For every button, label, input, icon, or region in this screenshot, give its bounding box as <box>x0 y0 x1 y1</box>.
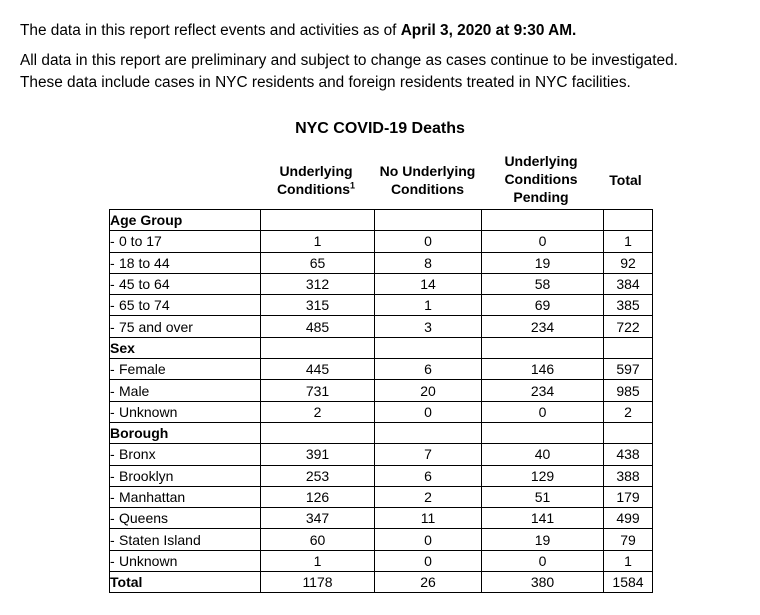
row-dash: - <box>110 297 115 314</box>
value-cell: 11 <box>375 508 482 529</box>
value-cell: 65 <box>261 252 375 273</box>
row-dash: - <box>110 510 115 527</box>
value-cell: 485 <box>261 316 375 337</box>
total-label: Total <box>110 572 261 593</box>
row-label <box>110 252 261 273</box>
table-row <box>110 444 653 465</box>
row-label <box>110 508 261 529</box>
row-label <box>110 401 261 422</box>
total-value-cell: 1178 <box>261 572 375 593</box>
row-label <box>110 550 261 571</box>
row-label-text: Staten Island <box>119 531 201 548</box>
value-cell: 722 <box>604 316 653 337</box>
table-title: NYC COVID-19 Deaths <box>295 120 465 137</box>
value-cell: 0 <box>375 550 482 571</box>
total-row <box>110 572 653 593</box>
table-row <box>110 401 653 422</box>
row-label-text: Queens <box>119 510 169 527</box>
empty-cell <box>375 337 482 358</box>
row-dash: - <box>110 233 115 250</box>
group-header-row <box>110 210 653 231</box>
value-cell: 315 <box>261 295 375 316</box>
row-label <box>110 465 261 486</box>
table-row <box>110 231 653 252</box>
header-underlying-conditions <box>259 162 373 198</box>
value-cell: 92 <box>604 252 653 273</box>
row-dash: - <box>110 276 115 293</box>
preliminary-notice: All data in this report are preliminary and subject to change as cases continue to be investigated. <box>20 52 678 69</box>
value-cell: 126 <box>261 486 375 507</box>
empty-cell <box>261 422 375 443</box>
value-cell: 129 <box>482 465 604 486</box>
value-cell: 2 <box>375 486 482 507</box>
row-dash: - <box>110 489 115 505</box>
empty-cell <box>482 422 604 443</box>
group-label: Age Group <box>110 210 261 231</box>
value-cell: 391 <box>261 444 375 465</box>
header-total: Total <box>609 172 642 188</box>
value-cell: 60 <box>261 529 375 550</box>
value-cell: 234 <box>482 316 604 337</box>
value-cell: 312 <box>261 273 375 294</box>
value-cell: 253 <box>261 465 375 486</box>
value-cell: 1 <box>375 295 482 316</box>
value-cell: 141 <box>482 508 604 529</box>
value-cell: 6 <box>375 465 482 486</box>
value-cell: 0 <box>482 401 604 422</box>
row-label <box>110 316 261 337</box>
value-cell: 40 <box>482 444 604 465</box>
footnote-marker: 1 <box>350 180 356 191</box>
value-cell: 79 <box>604 529 653 550</box>
value-cell: 1 <box>261 550 375 571</box>
table-row <box>110 486 653 507</box>
value-cell: 19 <box>482 252 604 273</box>
row-dash: - <box>110 403 115 420</box>
value-cell: 20 <box>375 380 482 401</box>
value-cell: 0 <box>482 550 604 571</box>
row-label-text: Female <box>119 361 166 378</box>
empty-cell <box>261 210 375 231</box>
value-cell: 731 <box>261 380 375 401</box>
row-dash: - <box>110 552 115 569</box>
empty-cell <box>375 422 482 443</box>
value-cell: 385 <box>604 295 653 316</box>
row-label-text: 45 to 64 <box>119 276 170 293</box>
row-label <box>110 486 261 507</box>
value-cell: 6 <box>375 359 482 380</box>
table-row <box>110 295 653 316</box>
group-header-row <box>110 422 653 443</box>
value-cell: 499 <box>604 508 653 529</box>
value-cell: 8 <box>375 252 482 273</box>
table-row <box>110 550 653 571</box>
value-cell: 51 <box>482 486 604 507</box>
value-cell: 1 <box>261 231 375 252</box>
row-dash: - <box>110 318 115 335</box>
value-cell: 7 <box>375 444 482 465</box>
row-label-text: Brooklyn <box>119 467 174 484</box>
table-row <box>110 252 653 273</box>
value-cell: 384 <box>604 273 653 294</box>
group-header-row <box>110 337 653 358</box>
table-row <box>110 380 653 401</box>
row-label <box>110 295 261 316</box>
row-dash: - <box>110 254 115 271</box>
row-label-text: Manhattan <box>119 489 186 505</box>
report-date-prefix: The data in this report reflect events and activities as of <box>20 22 401 39</box>
value-cell: 14 <box>375 273 482 294</box>
value-cell: 3 <box>375 316 482 337</box>
table-row <box>110 273 653 294</box>
empty-cell <box>604 210 653 231</box>
row-label-text: 65 to 74 <box>119 297 170 314</box>
value-cell: 388 <box>604 465 653 486</box>
row-dash: - <box>110 382 115 399</box>
value-cell: 234 <box>482 380 604 401</box>
empty-cell <box>482 337 604 358</box>
row-dash: - <box>110 446 115 463</box>
value-cell: 0 <box>375 231 482 252</box>
row-label <box>110 380 261 401</box>
row-label <box>110 529 261 550</box>
report-date-line <box>20 21 576 41</box>
row-label <box>110 444 261 465</box>
value-cell: 58 <box>482 273 604 294</box>
row-label-text: Male <box>119 382 150 399</box>
report-date: April 3, 2020 at 9:30 AM. <box>400 22 577 39</box>
group-label: Borough <box>110 422 261 443</box>
deaths-table <box>109 209 653 593</box>
empty-cell <box>261 337 375 358</box>
value-cell: 985 <box>604 380 653 401</box>
table-row <box>110 529 653 550</box>
empty-cell <box>604 337 653 358</box>
total-value-cell: 1584 <box>604 572 653 593</box>
total-value-cell: 26 <box>375 572 482 593</box>
header-conditions-pending: Underlying Conditions Pending <box>504 153 578 205</box>
row-label <box>110 231 261 252</box>
total-value-cell: 380 <box>482 572 604 593</box>
row-dash: - <box>110 531 115 548</box>
value-cell: 179 <box>604 486 653 507</box>
table-row <box>110 359 653 380</box>
row-label-text: 0 to 17 <box>119 233 162 250</box>
row-label <box>110 273 261 294</box>
value-cell: 0 <box>482 231 604 252</box>
value-cell: 597 <box>604 359 653 380</box>
header-underlying-text: Underlying Conditions <box>276 163 353 197</box>
row-label-text: Bronx <box>119 446 156 463</box>
row-label-text: Unknown <box>119 403 178 420</box>
group-label: Sex <box>110 337 261 358</box>
row-label-text: Unknown <box>119 552 178 569</box>
value-cell: 2 <box>261 401 375 422</box>
value-cell: 0 <box>375 529 482 550</box>
empty-cell <box>375 210 482 231</box>
row-label <box>110 359 261 380</box>
value-cell: 0 <box>375 401 482 422</box>
value-cell: 2 <box>604 401 653 422</box>
value-cell: 1 <box>604 550 653 571</box>
value-cell: 347 <box>261 508 375 529</box>
header-no-underlying-conditions: No Underlying Conditions <box>379 163 476 197</box>
row-dash: - <box>110 467 115 484</box>
residency-notice: These data include cases in NYC residents and foreign residents treated in NYC facilities. <box>20 74 631 91</box>
table-row <box>110 316 653 337</box>
empty-cell <box>482 210 604 231</box>
row-dash: - <box>110 361 115 378</box>
row-label-text: 18 to 44 <box>119 254 170 271</box>
value-cell: 19 <box>482 529 604 550</box>
value-cell: 146 <box>482 359 604 380</box>
table-row <box>110 508 653 529</box>
row-label-text: 75 and over <box>119 318 193 335</box>
deaths-table-body <box>110 210 653 593</box>
value-cell: 69 <box>482 295 604 316</box>
empty-cell <box>604 422 653 443</box>
table-row <box>110 465 653 486</box>
value-cell: 445 <box>261 359 375 380</box>
value-cell: 1 <box>604 231 653 252</box>
value-cell: 438 <box>604 444 653 465</box>
